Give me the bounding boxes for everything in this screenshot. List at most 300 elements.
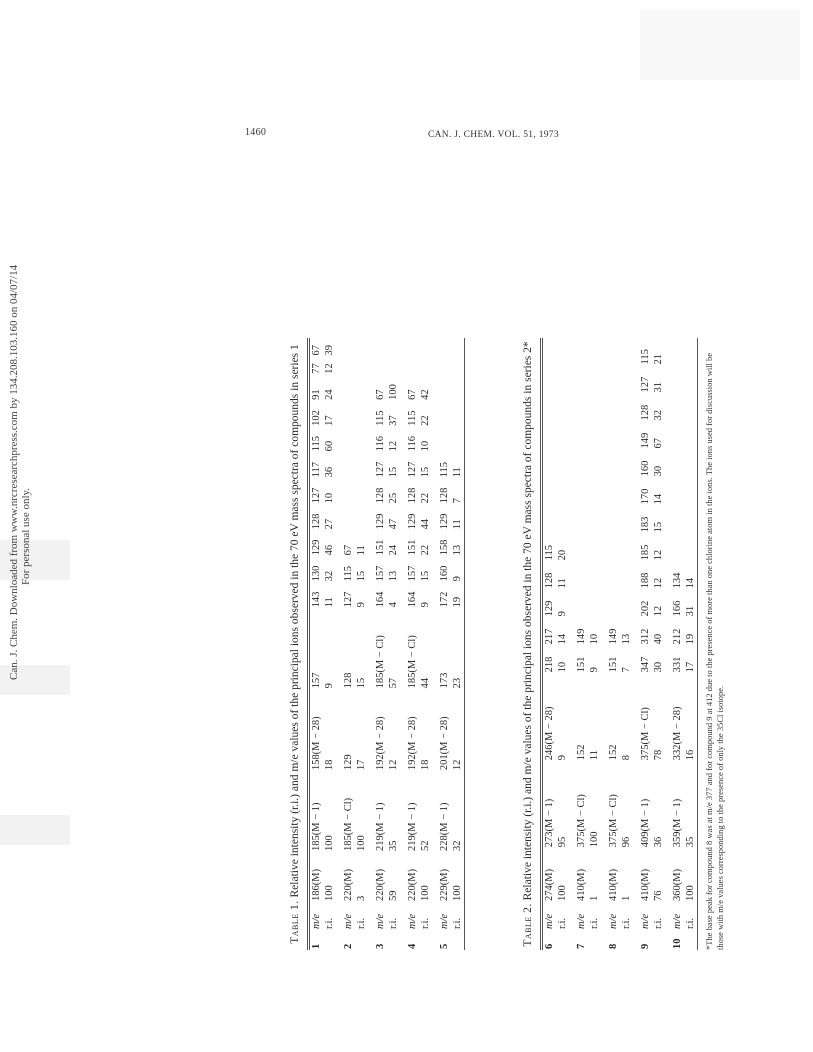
me-value: 129 xyxy=(343,754,354,771)
me-label: m/e xyxy=(439,913,450,929)
me-value: 115 xyxy=(640,349,651,365)
me-value xyxy=(342,452,355,478)
me-value xyxy=(671,421,684,449)
ri-value xyxy=(684,421,697,449)
table-1-caption xyxy=(285,338,307,950)
ri-value xyxy=(684,365,697,393)
ri-value xyxy=(419,357,432,375)
me-value: 115 xyxy=(375,410,386,426)
ri-value xyxy=(387,357,400,375)
ri-value: 100 xyxy=(324,835,335,852)
ri-value xyxy=(588,533,601,561)
me-value: 410(M) xyxy=(576,868,587,901)
ri-value: 11 xyxy=(452,467,463,478)
me-value xyxy=(607,393,620,421)
ri-label: r.i. xyxy=(388,917,399,929)
ri-value: 10 xyxy=(324,492,335,504)
me-value xyxy=(607,449,620,477)
compound-number: 2 xyxy=(343,943,354,949)
me-value: 129 xyxy=(407,513,418,530)
me-value: 91 xyxy=(311,389,322,400)
me-value xyxy=(575,393,588,421)
ri-value xyxy=(387,338,400,357)
me-value xyxy=(342,504,355,530)
ri-value xyxy=(684,533,697,561)
compound-number xyxy=(323,930,336,950)
ri-value: 11 xyxy=(589,750,600,761)
me-value: 219(M − 1) xyxy=(375,802,386,852)
compound-number xyxy=(387,930,400,950)
me-value: 173 xyxy=(439,672,450,689)
ri-value: 24 xyxy=(388,544,399,556)
ri-value xyxy=(451,375,464,401)
ri-value xyxy=(684,449,697,477)
me-value xyxy=(671,365,684,393)
ri-value: 15 xyxy=(388,466,399,478)
me-value xyxy=(374,338,387,357)
me-value xyxy=(543,449,556,477)
table-2-body xyxy=(543,338,697,950)
me-value: 186(M) xyxy=(311,868,322,901)
ri-value xyxy=(556,505,569,533)
ri-row xyxy=(588,338,601,950)
ri-value: 24 xyxy=(324,389,335,400)
me-label: m/e xyxy=(672,913,683,929)
ri-value: 36 xyxy=(324,466,335,478)
ri-value xyxy=(620,338,633,365)
ri-value: 15 xyxy=(356,570,367,582)
ri-value: 12 xyxy=(653,549,664,561)
ri-label: r.i. xyxy=(621,917,632,929)
ri-value xyxy=(620,505,633,533)
me-value: 409(M − 1) xyxy=(640,798,651,848)
me-value xyxy=(607,505,620,533)
me-value xyxy=(575,589,588,617)
ri-value xyxy=(620,365,633,393)
me-value xyxy=(342,338,355,357)
me-value: 116 xyxy=(375,435,386,452)
compound-number: 7 xyxy=(576,943,587,949)
table-1-title: Relative intensity (r.i.) and m/e values of the principal ions observed in the 70 eV mass spectra of compounds in series 1 xyxy=(289,344,301,898)
me-value: 102 xyxy=(311,410,322,426)
ri-row xyxy=(652,338,665,950)
me-value: 164 xyxy=(407,591,418,608)
compound-number: 8 xyxy=(608,943,619,949)
me-value: 220(M) xyxy=(375,868,386,901)
me-value: 127 xyxy=(407,461,418,478)
me-value: 149 xyxy=(640,432,651,449)
ri-label: r.i. xyxy=(420,917,431,929)
ri-value: 14 xyxy=(685,577,696,589)
me-label: m/e xyxy=(311,913,322,929)
me-value: 127 xyxy=(375,461,386,478)
me-value xyxy=(607,533,620,561)
ri-value xyxy=(556,421,569,449)
me-value: 170 xyxy=(640,488,651,505)
me-value xyxy=(406,338,419,357)
ri-label: r.i. xyxy=(324,917,335,929)
me-value: 143 xyxy=(311,591,322,608)
me-value xyxy=(671,533,684,561)
me-value: 185(M − Cl) xyxy=(407,635,418,689)
me-value xyxy=(607,338,620,365)
me-value: 116 xyxy=(407,435,418,452)
me-value xyxy=(671,393,684,421)
me-value: 127 xyxy=(640,376,651,393)
ri-value: 12 xyxy=(653,577,664,589)
me-value: 160 xyxy=(640,460,651,477)
ri-value xyxy=(588,338,601,365)
ri-value: 39 xyxy=(324,345,335,356)
ri-value xyxy=(355,427,368,452)
me-value: 212 xyxy=(672,628,683,645)
me-value: 164 xyxy=(375,591,386,608)
ri-value xyxy=(556,393,569,421)
me-value: 160 xyxy=(439,565,450,582)
table-2-footnote: *The base peak for compound 8 was at m/e 377 and for compound 9 at 412 due to the presence of more than one chlorine atom in the ions. The ions used for discussion will be those with m/e values corresponding to the presence of only the 35Cl isotope. xyxy=(704,352,725,950)
running-head: CAN. J. CHEM. VOL. 51, 1973 xyxy=(428,130,559,140)
ri-value: 32 xyxy=(653,409,664,421)
ri-value xyxy=(620,393,633,421)
table-bottom-rule xyxy=(464,338,465,950)
me-value xyxy=(575,477,588,505)
me-value: 157 xyxy=(375,565,386,582)
me-value: 188 xyxy=(640,572,651,589)
ri-value: 78 xyxy=(653,749,664,761)
ri-value: 31 xyxy=(653,381,664,393)
me-value xyxy=(406,357,419,375)
ri-value xyxy=(620,561,633,589)
ri-value: 9 xyxy=(356,602,367,608)
ri-value: 100 xyxy=(685,885,696,901)
ri-value: 15 xyxy=(420,570,431,582)
ri-value: 15 xyxy=(653,521,664,533)
me-value: 151 xyxy=(576,656,587,673)
me-value xyxy=(575,365,588,393)
ri-value: 10 xyxy=(557,661,568,673)
me-value: 219(M − 1) xyxy=(407,802,418,852)
ri-label: r.i. xyxy=(589,917,600,929)
me-value: 129 xyxy=(439,513,450,530)
me-value xyxy=(342,375,355,401)
ri-value: 37 xyxy=(388,415,399,426)
ri-value xyxy=(556,477,569,505)
compound-number: 3 xyxy=(375,943,386,949)
me-value: 151 xyxy=(375,539,386,556)
ri-label: r.i. xyxy=(452,917,463,929)
ri-value xyxy=(451,338,464,357)
me-value: 410(M) xyxy=(640,868,651,901)
me-value xyxy=(575,338,588,365)
ri-value xyxy=(684,505,697,533)
ri-value xyxy=(684,477,697,505)
me-value: 67 xyxy=(311,345,322,356)
me-value: 331 xyxy=(672,656,683,673)
me-value: 410(M) xyxy=(608,868,619,901)
me-value: 166 xyxy=(672,600,683,617)
ri-value: 32 xyxy=(324,570,335,582)
ri-value xyxy=(355,375,368,401)
me-value xyxy=(575,505,588,533)
ri-value xyxy=(588,589,601,617)
ri-value: 100 xyxy=(452,885,463,901)
ri-value xyxy=(355,478,368,504)
ri-value: 100 xyxy=(324,885,335,901)
ri-value xyxy=(451,427,464,452)
ri-value: 12 xyxy=(388,759,399,771)
personal-use-notice: For personal use only. xyxy=(20,487,32,585)
download-watermark: Can. J. Chem. Downloaded from www.nrcresearchpress.com by 134.208.103.160 on 04/07/14 xyxy=(8,264,20,680)
me-value xyxy=(543,421,556,449)
ri-value: 12 xyxy=(452,759,463,771)
ri-value xyxy=(588,365,601,393)
ri-value: 35 xyxy=(388,840,399,852)
table-2-label: Table 2. xyxy=(522,903,534,947)
ri-label: r.i. xyxy=(356,917,367,929)
me-value: 228(M − 1) xyxy=(439,802,450,852)
ri-value: 20 xyxy=(557,549,568,561)
ri-value: 67 xyxy=(653,437,664,449)
me-value: 312 xyxy=(640,628,651,645)
me-label: m/e xyxy=(576,913,587,929)
ri-value: 35 xyxy=(685,836,696,848)
ri-value: 76 xyxy=(653,890,664,901)
ri-value: 100 xyxy=(388,384,399,400)
me-value: 152 xyxy=(576,744,587,761)
ri-value xyxy=(684,393,697,421)
me-value: 67 xyxy=(407,389,418,400)
ri-row xyxy=(355,338,368,950)
ri-row xyxy=(323,338,336,950)
me-value: 192(M − 28) xyxy=(375,716,386,771)
ri-value: 30 xyxy=(653,465,664,477)
me-value: 129 xyxy=(544,600,555,617)
scan-artifact xyxy=(0,815,70,845)
ri-value: 16 xyxy=(685,749,696,761)
ri-value: 13 xyxy=(621,633,632,645)
scan-artifact xyxy=(640,10,800,80)
me-row xyxy=(342,338,355,950)
ri-value: 9 xyxy=(324,683,335,689)
me-value: 157 xyxy=(311,672,322,689)
me-value: 273(M − 1) xyxy=(544,798,555,848)
ri-value xyxy=(620,449,633,477)
ri-value: 15 xyxy=(356,677,367,689)
me-value: 117 xyxy=(311,461,322,478)
me-value xyxy=(671,449,684,477)
ri-row xyxy=(684,338,697,950)
ri-value: 10 xyxy=(589,633,600,645)
compound-number: 9 xyxy=(640,943,651,949)
ri-value: 40 xyxy=(653,633,664,645)
me-value: 129 xyxy=(311,539,322,556)
ri-value xyxy=(620,589,633,617)
me-row xyxy=(543,338,556,950)
ri-value: 1 xyxy=(589,895,600,901)
me-value: 128 xyxy=(439,487,450,504)
ri-value: 27 xyxy=(324,518,335,530)
ri-value xyxy=(588,393,601,421)
ri-value: 9 xyxy=(452,576,463,582)
ri-row xyxy=(556,338,569,950)
me-value xyxy=(438,357,451,375)
me-row xyxy=(406,338,419,950)
me-value xyxy=(543,338,556,365)
me-value xyxy=(543,393,556,421)
me-value: 67 xyxy=(375,389,386,400)
ri-value xyxy=(419,338,432,357)
ri-value: 1 xyxy=(621,895,632,901)
ri-value: 3 xyxy=(356,895,367,901)
ri-value: 12 xyxy=(388,440,399,452)
ri-value: 60 xyxy=(324,440,335,452)
me-value: 128 xyxy=(544,572,555,589)
me-value: 115 xyxy=(407,410,418,426)
ri-value: 100 xyxy=(557,885,568,901)
me-label: m/e xyxy=(375,913,386,929)
ri-value: 47 xyxy=(388,518,399,530)
ri-value: 23 xyxy=(452,677,463,689)
ri-value: 17 xyxy=(685,661,696,673)
ri-value xyxy=(556,449,569,477)
ri-value: 7 xyxy=(621,667,632,673)
me-value: 218 xyxy=(544,656,555,673)
me-value xyxy=(607,561,620,589)
me-value xyxy=(342,357,355,375)
ri-value xyxy=(588,421,601,449)
ri-row xyxy=(451,338,464,950)
page-number: 1460 xyxy=(245,127,267,138)
ri-value xyxy=(556,365,569,393)
me-value: 229(M) xyxy=(439,868,450,901)
me-value: 185(M − 1) xyxy=(311,802,322,852)
ri-value: 14 xyxy=(653,493,664,505)
ri-value: 44 xyxy=(420,518,431,530)
ri-value xyxy=(588,505,601,533)
me-value: 115 xyxy=(311,435,322,452)
me-value xyxy=(342,427,355,452)
me-value xyxy=(607,589,620,617)
ri-value: 100 xyxy=(589,831,600,848)
ri-value: 36 xyxy=(653,836,664,848)
ri-value: 44 xyxy=(420,677,431,689)
me-row xyxy=(575,338,588,950)
ri-value: 9 xyxy=(589,667,600,673)
ri-value: 11 xyxy=(452,519,463,530)
me-value: 375(M − Cl) xyxy=(576,794,587,848)
ri-value: 12 xyxy=(324,363,335,374)
ri-value xyxy=(588,561,601,589)
ri-value xyxy=(355,504,368,530)
compound-number: 10 xyxy=(672,938,683,949)
me-label: m/e xyxy=(544,913,555,929)
me-value xyxy=(543,477,556,505)
compound-number: 1 xyxy=(311,943,322,949)
me-value xyxy=(575,449,588,477)
ri-value xyxy=(355,401,368,427)
compound-number xyxy=(652,930,665,950)
me-value: 152 xyxy=(608,744,619,761)
ri-value: 100 xyxy=(420,885,431,901)
ri-value: 95 xyxy=(557,836,568,848)
me-value: 77 xyxy=(311,363,322,374)
ri-value: 14 xyxy=(557,633,568,645)
ri-value xyxy=(355,357,368,375)
ri-value: 22 xyxy=(420,492,431,504)
ri-value: 17 xyxy=(356,759,367,771)
me-value: 246(M − 28) xyxy=(544,706,555,761)
me-value xyxy=(342,401,355,427)
table-2 xyxy=(518,338,813,950)
ri-value: 96 xyxy=(621,836,632,848)
ri-value: 46 xyxy=(324,544,335,556)
ri-value: 18 xyxy=(420,759,431,771)
ri-value: 13 xyxy=(388,570,399,582)
me-value xyxy=(374,357,387,375)
ri-value: 30 xyxy=(653,661,664,673)
me-value xyxy=(543,365,556,393)
ri-value: 42 xyxy=(420,389,431,400)
me-value: 347 xyxy=(640,656,651,673)
ri-value xyxy=(588,477,601,505)
ri-value: 12 xyxy=(653,605,664,617)
me-value xyxy=(438,427,451,452)
me-value: 151 xyxy=(608,656,619,673)
me-value xyxy=(607,365,620,393)
me-label: m/e xyxy=(640,913,651,929)
me-label: m/e xyxy=(407,913,418,929)
ri-value: 8 xyxy=(621,755,632,761)
me-value: 192(M − 28) xyxy=(407,716,418,771)
me-value: 149 xyxy=(576,628,587,645)
ri-label: r.i. xyxy=(653,917,664,929)
me-value xyxy=(438,338,451,357)
ri-value xyxy=(556,338,569,365)
me-value: 158(M − 28) xyxy=(311,716,322,771)
ri-value xyxy=(588,449,601,477)
ri-value xyxy=(451,357,464,375)
ri-label: r.i. xyxy=(685,917,696,929)
compound-number xyxy=(588,930,601,950)
ri-value: 11 xyxy=(324,597,335,608)
me-value xyxy=(438,401,451,427)
ri-value: 32 xyxy=(452,840,463,852)
me-value xyxy=(671,338,684,365)
compound-number: 4 xyxy=(407,943,418,949)
me-value: 359(M − 1) xyxy=(672,798,683,848)
me-label: m/e xyxy=(343,913,354,929)
compound-number xyxy=(684,930,697,950)
me-value xyxy=(671,477,684,505)
me-value xyxy=(575,533,588,561)
compound-number xyxy=(620,930,633,950)
ri-row xyxy=(419,338,432,950)
compound-number xyxy=(451,930,464,950)
table-1-body xyxy=(310,338,464,950)
me-value: 127 xyxy=(343,591,354,608)
me-value: 360(M) xyxy=(672,868,683,901)
me-value: 220(M) xyxy=(343,868,354,901)
me-value: 151 xyxy=(407,539,418,556)
ri-value: 15 xyxy=(420,466,431,478)
ri-row xyxy=(620,338,633,950)
me-row xyxy=(438,338,451,950)
table-1-label: Table 1. xyxy=(289,900,301,944)
me-value: 332(M − 28) xyxy=(672,706,683,761)
ri-value: 17 xyxy=(324,415,335,426)
ri-label: r.i. xyxy=(557,917,568,929)
me-value: 130 xyxy=(311,565,322,582)
